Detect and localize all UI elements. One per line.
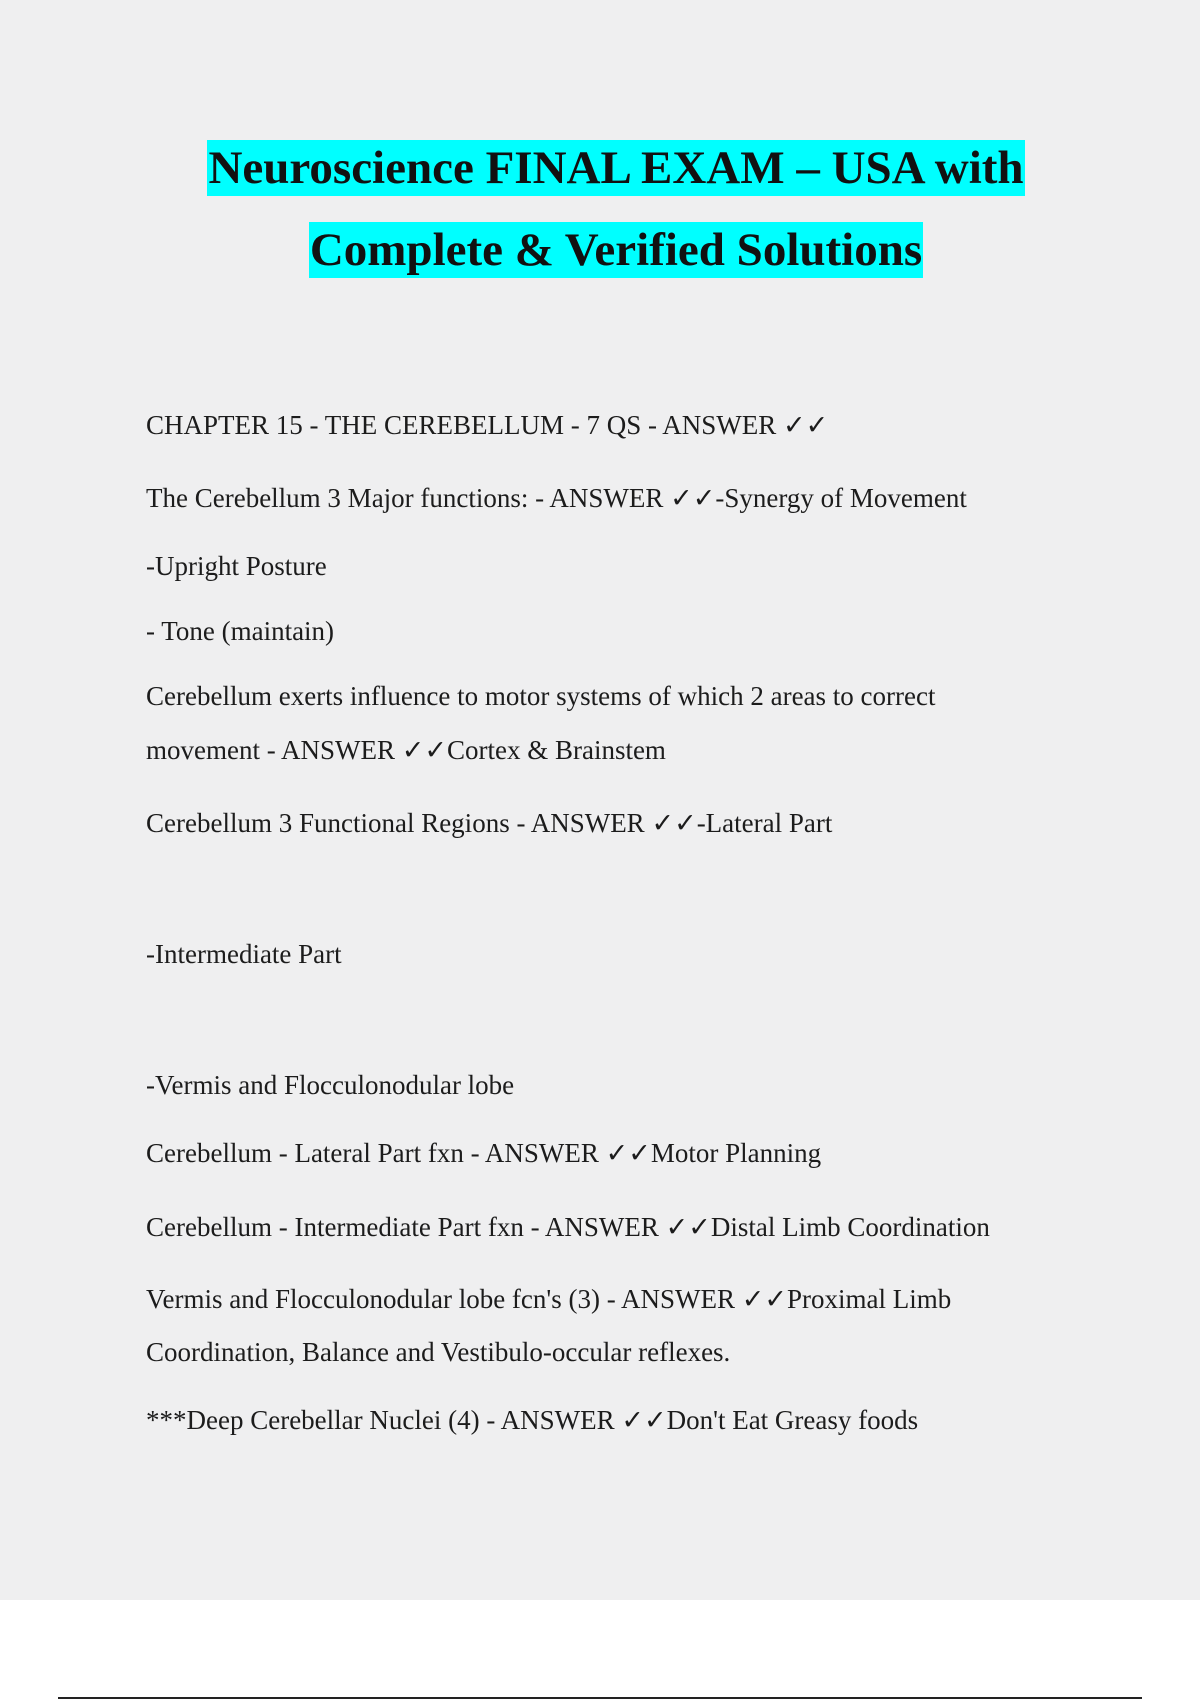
text-line: Cerebellum 3 Functional Regions - ANSWER ✓✓-Lateral Part [146,808,833,838]
text-line: - Tone (maintain) [146,616,335,646]
text-line: Cerebellum - Intermediate Part fxn - ANSWER ✓✓Distal Limb Coordination [146,1212,990,1242]
text-line: ***Deep Cerebellar Nuclei (4) - ANSWER ✓✓Don't Eat Greasy foods [146,1405,919,1435]
title-line-1: Neuroscience FINAL EXAM – USA with [208,142,1024,194]
text-line: -Intermediate Part [146,939,342,969]
document-title [0,140,1200,304]
chapter-heading: CHAPTER 15 - THE CEREBELLUM - 7 QS - ANSWER ✓✓ [146,410,829,440]
text-line: Cerebellum exerts influence to motor systems of which 2 areas to correct [146,681,936,711]
text-line: Vermis and Flocculonodular lobe fcn's (3) - ANSWER ✓✓Proximal Limb [146,1284,952,1314]
text-line: Cerebellum - Lateral Part fxn - ANSWER ✓✓Motor Planning [146,1138,822,1168]
text-line: The Cerebellum 3 Major functions: - ANSWER ✓✓-Synergy of Movement [146,483,967,513]
title-line-2: Complete & Verified Solutions [309,224,923,276]
page-divider [58,1697,1142,1699]
text-line: Coordination, Balance and Vestibulo-occular reflexes. [146,1337,731,1367]
text-line: -Vermis and Flocculonodular lobe [146,1070,515,1100]
text-line: -Upright Posture [146,551,327,581]
text-line: movement - ANSWER ✓✓Cortex & Brainstem [146,735,666,765]
